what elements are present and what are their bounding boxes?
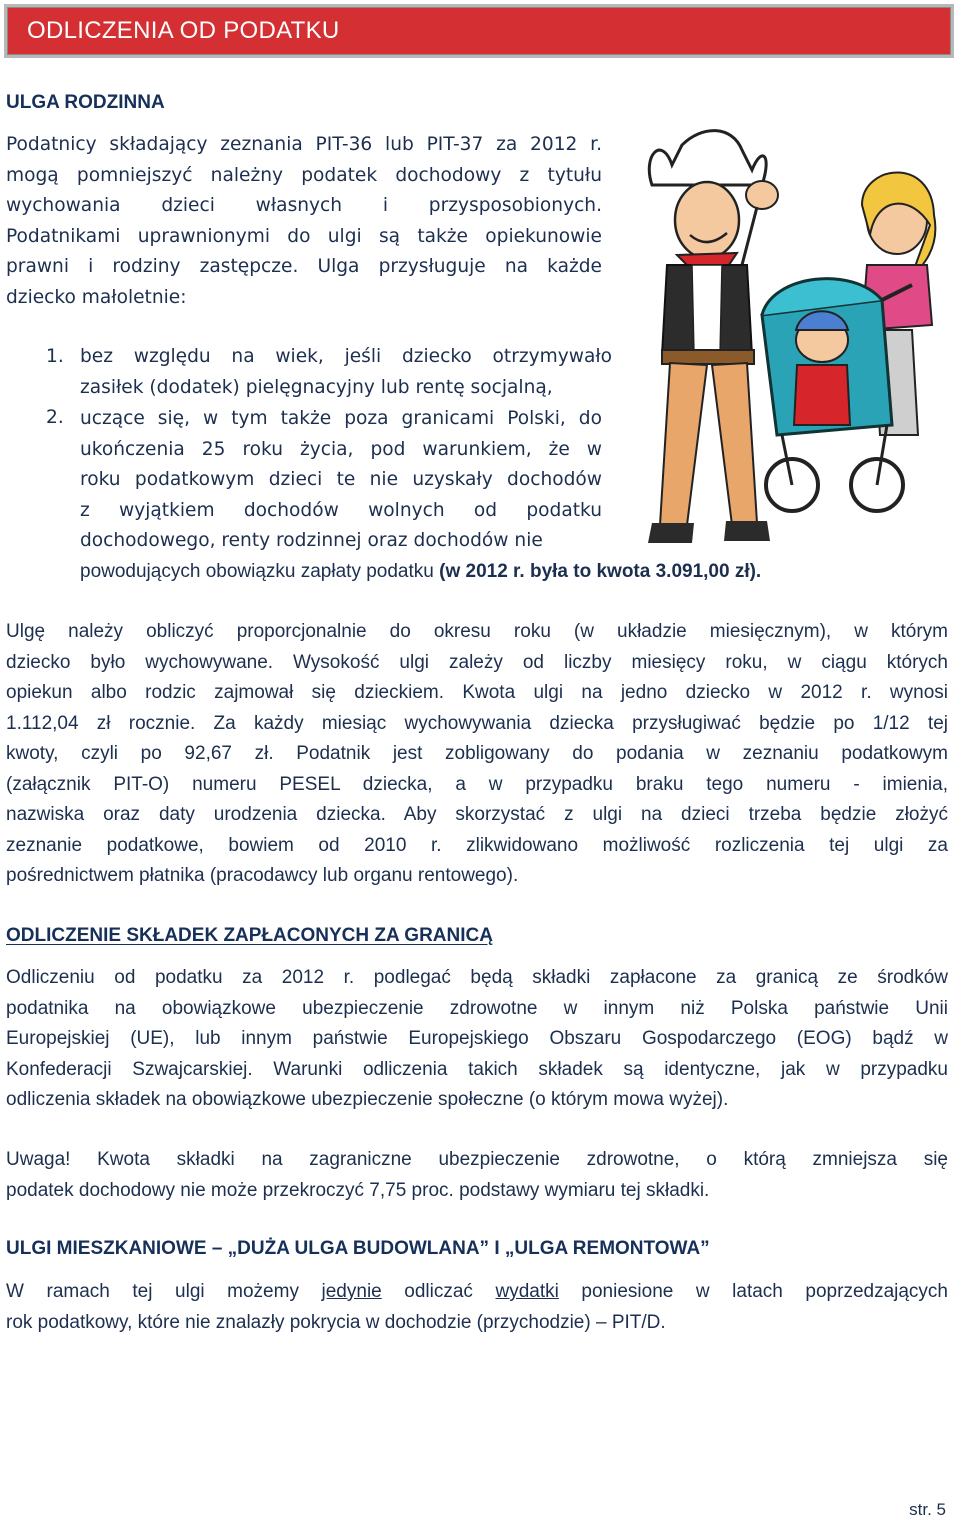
intro-line: mogą pomniejszyć należny podatek dochodowy z tytułu (6, 164, 602, 186)
note-paragraph (6, 1145, 948, 1206)
para-line: dziecko było wychowywane. Wysokość ulgi zależy od liczby miesięcy roku, w ciągu których (6, 651, 948, 673)
para-line: pośrednictwem płatnika (pracodawcy lub organu rentowego). (6, 865, 519, 886)
family-stroller-illustration (612, 125, 952, 555)
list-item (80, 342, 612, 403)
list-last-line (80, 557, 761, 588)
skladki-paragraph (6, 963, 948, 1116)
note-line: podatek dochodowy nie może przekroczyć 7,75 proc. podstawy wymiaru tej składki. (6, 1179, 710, 1201)
underlined-word: jedynie (321, 1281, 382, 1302)
intro-line: dziecko małoletnie: (6, 286, 187, 308)
list-line: ukończenia 25 roku życia, pod warunkiem, że w (80, 438, 602, 460)
para-line: kwoty, czyli po 92,67 zł. Podatnik jest zobligowany do podania w zeznaniu podatkowym (6, 743, 948, 764)
para-line: Europejskiej (UE), lub innym państwie Europejskiego Obszaru Gospodarczego (EOG) bądź w (6, 1028, 948, 1049)
list-line: uczące się, w tym także poza granicami Polski, do (80, 408, 602, 429)
para-line: Konfederacji Szwajcarskiej. Warunki odliczenia takich składek są identyczne, jak w przypadku (6, 1058, 948, 1080)
list-line: zasiłek (dodatek) pielęgnacyjny lub rentę socjalną, (80, 376, 553, 398)
list-line: z wyjątkiem dochodów wolnych od podatku (80, 499, 602, 521)
para-line: podatnika na obowiązkowe ubezpieczenie zdrowotne w innym niż Polska państwie Unii (6, 997, 948, 1019)
para-line: 1.112,04 zł rocznie. Za każdy miesiąc wychowywania dziecka przysługiwać będzie po 1/12 tej (6, 712, 948, 734)
list-number: 1. (46, 346, 64, 367)
list-line-regular: powodujących obowiązku zapłaty podatku (80, 561, 440, 582)
intro-line: Podatnicy składający zeznania PIT-36 lub PIT-37 za 2012 r. (6, 134, 602, 155)
ulga-paragraph (6, 617, 948, 892)
para-line: odliczenia składek na obowiązkowe ubezpieczenie społeczne (o którym mowa wyżej). (6, 1089, 729, 1110)
para-line: opiekun albo rodzic zajmował się dzieckiem. Kwota ulgi na jedno dziecko w 2012 r. wynosi (6, 682, 948, 703)
heading-skladki-granica: ODLICZENIE SKŁADEK ZAPŁACONYCH ZA GRANICĄ (6, 925, 493, 946)
list-number: 2. (46, 407, 64, 428)
para-line: zeznanie podatkowe, bowiem od 2010 r. zlikwidowano możliwość rozliczenia tej ulgi za (6, 834, 948, 856)
note-line: Uwaga! Kwota składki na zagraniczne ubezpieczenie zdrowotne, o którą zmniejsza się (6, 1149, 948, 1170)
intro-line: prawni i rodziny zastępcze. Ulga przysługuje na każde (6, 256, 602, 277)
para-line: rok podatkowy, które nie znalazły pokrycia w dochodzie (przychodzie) – PIT/D. (6, 1311, 666, 1333)
intro-line: Podatnikami uprawnionymi do ulgi są także opiekunowie (6, 225, 602, 247)
intro-paragraph (6, 130, 602, 313)
underlined-word: wydatki (495, 1281, 559, 1302)
text-part: poniesione w latach poprzedzających (558, 1281, 949, 1302)
intro-line: wychowania dzieci własnych i przysposobionych. (6, 195, 602, 216)
text-part: odliczać (381, 1281, 496, 1302)
header-bar (4, 4, 954, 58)
list-item (80, 404, 602, 557)
para-line: nazwiska oraz daty urodzenia dziecka. Aby skorzystać z ulgi na dzieci trzeba będzie złożyć (6, 804, 948, 825)
page-title: ODLICZENIA OD PODATKU (27, 17, 340, 44)
para-line (6, 1277, 948, 1308)
text-part: W ramach tej ulgi możemy (6, 1281, 322, 1302)
mieszkaniowe-paragraph (6, 1277, 948, 1338)
page-number: str. 5 (909, 1500, 946, 1519)
para-line: (załącznik PIT-O) numeru PESEL dziecka, a w przypadku braku tego numeru - imienia, (6, 773, 948, 795)
list-line: dochodowego, renty rodzinnej oraz dochodów nie (80, 530, 543, 551)
list-line: bez względu na wiek, jeśli dziecko otrzymywało (80, 346, 612, 367)
amount-highlight: (w 2012 r. była to kwota 3.091,00 zł). (439, 561, 762, 582)
para-line: Odliczeniu od podatku za 2012 r. podlegać będą składki zapłacone za granicą ze środków (6, 967, 948, 988)
list-line: roku podatkowym dzieci te nie uzyskały dochodów (80, 469, 602, 490)
heading-ulga-rodzinna: ULGA RODZINNA (6, 92, 165, 113)
heading-ulgi-mieszkaniowe: ULGI MIESZKANIOWE – „DUŻA ULGA BUDOWLANA” I „ULGA REMONTOWA” (6, 1238, 710, 1259)
para-line: Ulgę należy obliczyć proporcjonalnie do okresu roku (w układzie miesięcznym), w którym (6, 621, 948, 642)
